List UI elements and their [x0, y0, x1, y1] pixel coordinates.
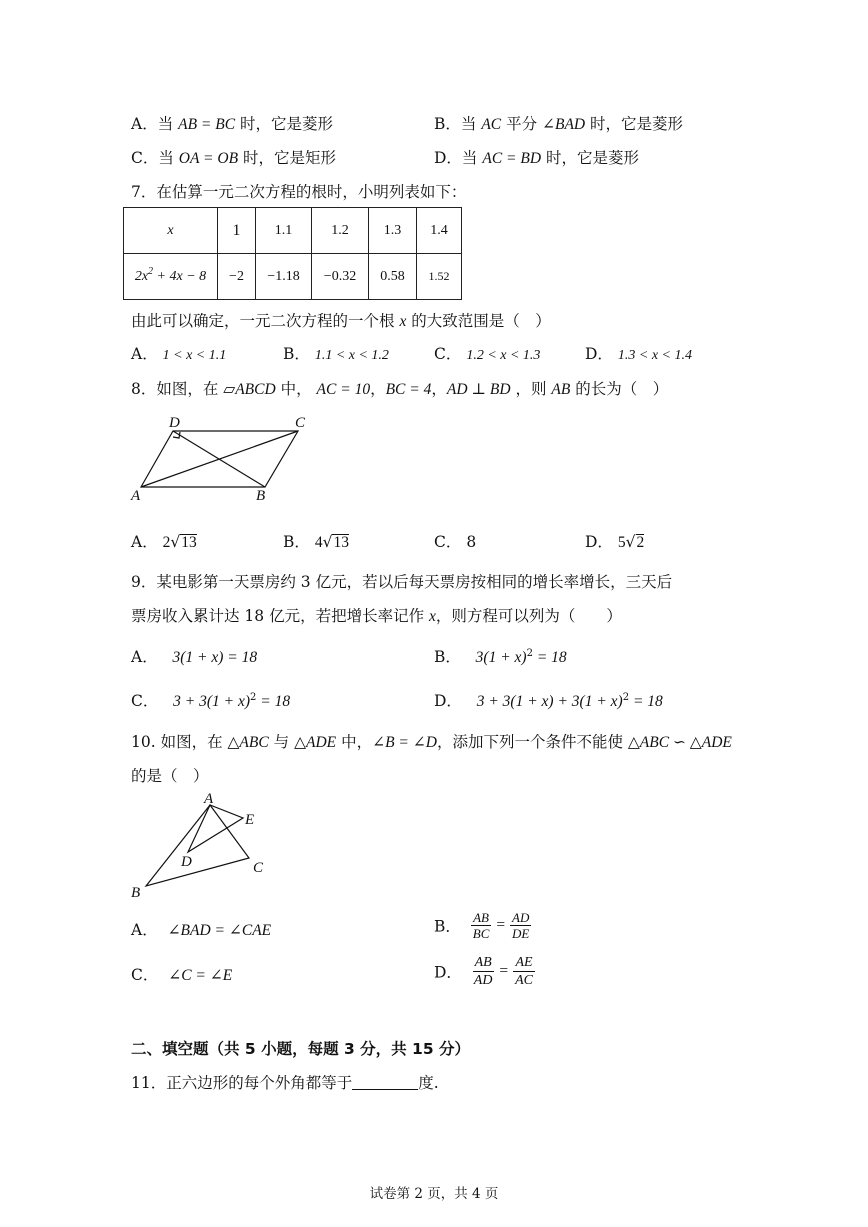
q9-stem-line1: 9．某电影第一天票房约 3 亿元，若以后每天票房按相同的增长率增长，三天后 — [131, 573, 673, 591]
q10-stem-line2: 的是（ ） — [131, 767, 209, 785]
table-cell: 1 — [218, 208, 256, 254]
q9-option-c: C． $3 + 3(1 + x)^2 = 18$ — [131, 692, 291, 710]
fraction: $\frac{AB}{BC}$ — [472, 910, 490, 941]
table-cell: 1.52 — [417, 254, 462, 300]
q7-option-b: B． 1.1 < x < 1.2 — [283, 345, 389, 363]
label-c: C — [253, 860, 264, 876]
q7-option-a: A． 1 < x < 1.1 — [131, 345, 227, 363]
q8-option-d: D． 5√2 — [585, 533, 645, 551]
q10-option-c: C． ∠C = ∠E — [131, 966, 233, 984]
q9-option-d: D． $3 + 3(1 + x) + 3(1 + x)^2 = 18$ — [434, 692, 663, 710]
fraction: $\frac{AD}{DE}$ — [512, 910, 530, 941]
label-b: B — [256, 488, 266, 504]
diagonal-bd — [173, 431, 265, 487]
q6-option-b: B．当 AC 平分 ∠BAD 时，它是菱形 — [434, 115, 684, 133]
fraction: $\frac{AE}{AC}$ — [515, 955, 533, 988]
q8-option-b: B． 4√13 — [283, 533, 349, 551]
fraction: $\frac{AB}{AD}$ — [473, 955, 493, 988]
q10-option-b: B． $\frac{AB}{BC}$ = $\frac{AD}{DE}$ — [434, 910, 530, 941]
table-cell: −1.18 — [256, 254, 312, 300]
label-d: D — [181, 854, 192, 870]
label-d: D — [169, 415, 180, 431]
q8-option-c: C． 8 — [434, 533, 477, 551]
table-cell: 0.58 — [369, 254, 417, 300]
answer-blank[interactable] — [352, 1075, 418, 1090]
q9-stem-line2: 票房收入累计达 18 亿元，若把增长率记作 x，则方程可以列为（ ） — [131, 607, 622, 625]
q8-option-a: A． 2√13 — [131, 533, 197, 551]
q7-question: 由此可以确定，一元二次方程的一个根 x 的大致范围是（ ） — [131, 312, 551, 330]
table-cell: −0.32 — [312, 254, 369, 300]
label-c: C — [295, 415, 306, 431]
page-footer: 试卷第 2 页，共 4 页 — [369, 1186, 499, 1202]
q6-option-d: D．当 AC = BD 时，它是菱形 — [434, 149, 639, 167]
label-b: B — [131, 885, 141, 901]
label-a: A — [204, 791, 214, 807]
q6-option-c: C．当 OA = OB 时，它是矩形 — [131, 149, 336, 167]
q11-stem: 11．正六边形的每个外角都等于 度. — [131, 1074, 439, 1092]
q10-option-a: A． ∠BAD = ∠CAE — [131, 921, 272, 939]
table-cell: 1.3 — [369, 208, 417, 254]
q9-option-a: A． 3(1 + x) = 18 — [131, 648, 258, 666]
table-cell: −2 — [218, 254, 256, 300]
label-a: A — [131, 488, 141, 504]
parallelogram-figure — [128, 410, 318, 505]
table-header-expression: $2x^2 + 4x - 8$ — [124, 254, 218, 300]
table-header-x: x — [124, 208, 218, 254]
q7-option-c: C． 1.2 < x < 1.3 — [434, 345, 541, 363]
q7-value-table — [123, 207, 462, 300]
triangles-figure — [128, 790, 278, 902]
q7-option-d: D． 1.3 < x < 1.4 — [585, 345, 692, 363]
table-cell: 1.2 — [312, 208, 369, 254]
q6-option-a: A．当 AB = BC 时，它是菱形 — [131, 115, 334, 133]
q7-stem: 7．在估算一元二次方程的根时，小明列表如下： — [131, 183, 467, 201]
q9-option-b: B． $3(1 + x)^2 = 18$ — [434, 648, 567, 666]
q10-option-d: D． $\frac{AB}{AD}$ = $\frac{AE}{AC}$ — [434, 955, 533, 988]
table-cell: 1.4 — [417, 208, 462, 254]
q8-stem: 8．如图，在 ▱ABCD 中， AC = 10，BC = 4，AD ⊥ BD ，则 AB 的长为（ ） — [131, 380, 669, 398]
label-e: E — [245, 812, 255, 828]
q10-stem-line1: 10. 如图，在 △ABC 与 △ADE 中，∠B = ∠D，添加下列一个条件不能使 △ABC ∽ △ADE — [131, 733, 732, 751]
table-cell: 1.1 — [256, 208, 312, 254]
section-heading: 二、填空题（共 5 小题，每题 3 分，共 15 分） — [131, 1040, 471, 1058]
